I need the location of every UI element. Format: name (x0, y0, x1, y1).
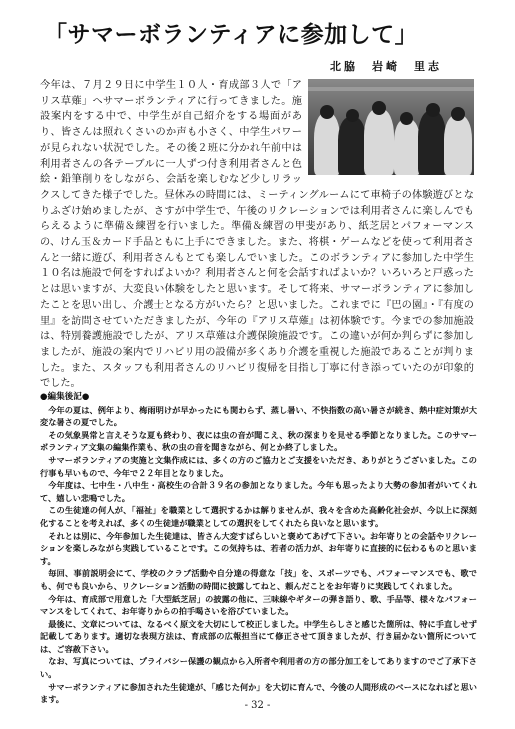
article-body-text: 今年は、７月２９日に中学生１０人・育成部３人で「アリス草薙」へサマーボランティアに行ってきました。施設案内をする中で、中学生が自己紹介をする場面があり、皆さんは照れくさいのか声も小さく、中学生パワーが見られない状況でした。その後２班に分かれ午前中は利用者さんの各テーブルに一人ずつ付き利用者さんと色絵・鉛筆削りをしながら、会話を楽しむなど少しリラックスしてきた様子でした。昼休みの時間には、ミーティングルームにて車椅子の体験遊びとなりふざけ始めましたが、さすが中学生で、午後のリクレーションでは利用者さんに楽しんでもらえるように準備＆練習を行いました。準備＆練習の甲斐があり、紙芝居とパフォーマンスの、けん玉＆カード手品ともに上手にできました。また、将棋・ゲームなどを使って利用者さんと一緒に遊び、利用者さんもとても楽しんでいました。このボランティアに参加した中学生１０名は施設で何をすればよいか？利用者さんと何を会話すればよいか？いろいろと戸惑ったとは思いますが、大変良い体験をしたと思います。そして将来、サマーボランティアに参加したことを思い出し、介護士となる方がいたら？と思いました。これまでに『巴の園』・『有度の里』を訪問させていただきましたが、今年の『アリス草薙』は初体験です。今までの参加施設は、特別養護施設でしたが、アリス草薙は介護保険施設です。この違いが何か判らずに参加しましたが、施設の案内でリハビリ用の設備が多くあり介護を重視した施設であることが判りました。また、スタッフも利用者さんのリハビリ復帰を目指し丁寧に付き添っていたのが印象的でした。 (40, 80, 474, 390)
editorial-paragraph: サマーボランティアの実施と文集作成には、多くの方のご協力とご支援をいただき、ありがとうございました。この行事も早いもので、今年で２２年目となりました。 (40, 454, 477, 478)
editorial-paragraph: 毎回、事前説明会にて、学校のクラブ活動や自分達の得意な「技」を、スポーツでも、パフォーマンスでも、歌でも、何でも良いから、リクレーション活動の時間に披露してねと、頼んだことをお年寄りに実践してくれました。 (40, 568, 477, 591)
editorial-paragraph: その気象異常と言えそうな夏も終わり、夜には虫の音が聞こえ、秋の深まりを見せる季節となりました。このサマーボランティア文集の編集作業も、秋の虫の音を聞きながら、何とか終了しました。 (40, 429, 477, 453)
editorial-paragraph: それとは別に、今年参加した生徒達は、皆さん大変すばらしいと褒めてあげて下さい。お年寄りとの会話やリクレーションを楽しみながら実践していることです。この気持ちは、若者の活力が、お年寄りに直接的に伝わるものと思います。 (40, 530, 477, 566)
editorial-heading: ●編集後記● (40, 392, 90, 402)
editorial-paragraph: この生徒達の何人が、「福祉」を職業として選択するかは解りませんが、我々を含めた高齢化社会が、今以上に深刻化することを考えれば、多くの生徒達が職業としての選択をしてくれたら良いなと思います。 (40, 505, 477, 528)
editorial-notes (40, 391, 477, 706)
editorial-paragraph: 今年度は、七中生・八中生・高校生の合計３９名の参加となりました。今年も思ったより大勢の参加者がいてくれて、嬉しい悲鳴でした。 (40, 480, 477, 503)
editorial-paragraph: なお、写真については、プライバシー保護の観点から入所者や利用者の方の部分加工をしてありますのでご了承下さい。 (40, 656, 477, 680)
editorial-paragraph: サマーボランティアに参加された生徒達が、「感じた何か」を大切に育んで、今後の人間形成のベースになればと思います。 (40, 681, 477, 705)
volunteer-group-photo (308, 79, 474, 175)
page-number: - 32 - (244, 700, 271, 711)
editorial-paragraph: 今年の夏は、例年より、梅雨明けが早かったにも関わらず、蒸し暑い、不快指数の高い暑さが続き、熱中症対策が大変な暑さの夏でした。 (40, 404, 477, 428)
article-body (40, 78, 474, 392)
editorial-paragraph: 最後に、文章については、なるべく原文を大切にして校正しました。中学生らしさと感じた箇所は、特に手直しせず記載してあります。適切な表現方法は、育成部の広報担当にて修正させて頂きましたが、行き届かない箇所については、ご容赦下さい。 (40, 618, 477, 654)
editorial-paragraph: 今年は、育成部で用意した「大型紙芝居」の披露の他に、三味線やギターの弾き語り、歌、手品等、様々なパフォーマンスをしてくれて、お年寄りからの拍手喝さいを浴びていました。 (40, 593, 477, 617)
article-title: 「サマーボランティアに参加して」 (44, 21, 419, 48)
article-author: 北脇 岩崎 里志 (330, 60, 442, 73)
